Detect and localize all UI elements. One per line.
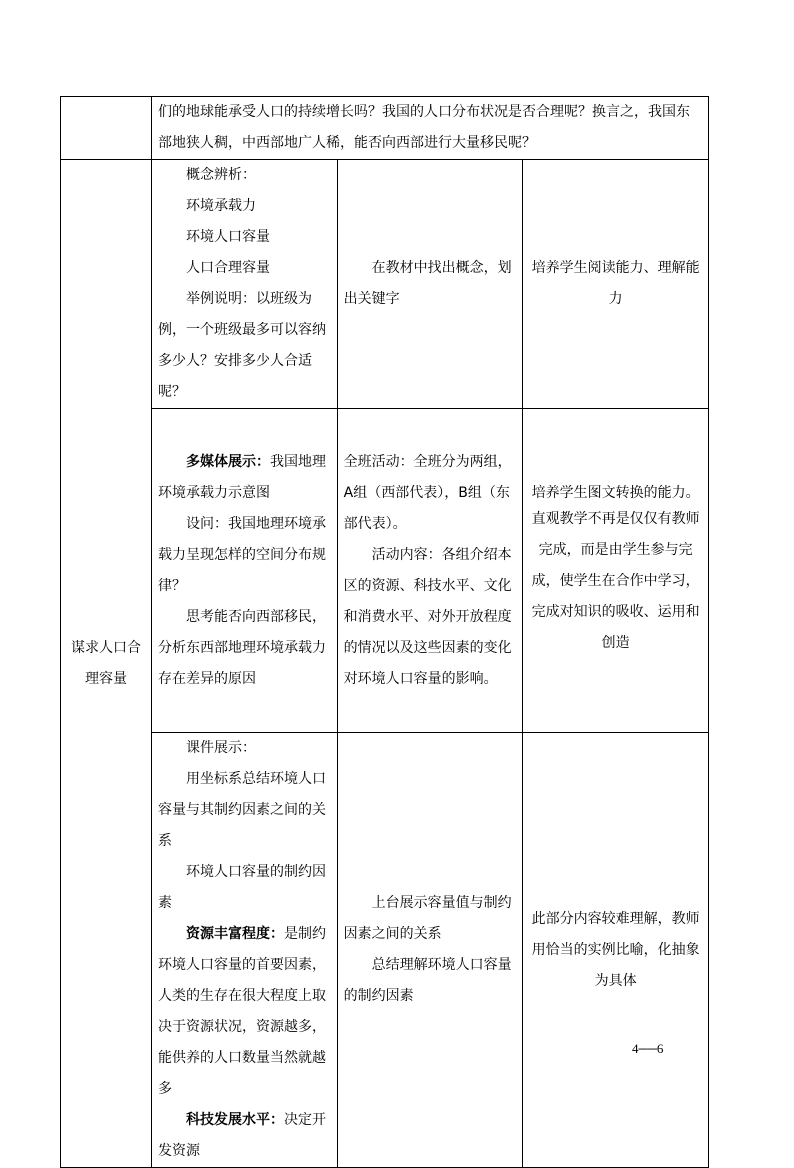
student-activity-cell xyxy=(337,409,523,733)
table-row xyxy=(61,733,709,1168)
teacher-line: 思考能否向西部移民，分析东西部地理环境承载力存在差异的原因 xyxy=(158,608,326,687)
student-text: 上台展示容量值与制约因素之间的关系 xyxy=(343,895,512,942)
teacher-line: 用坐标系总结环境人口容量与其制约因素之间的关系 xyxy=(158,771,326,849)
bold-label: 科技发展水平： xyxy=(186,1112,284,1128)
teacher-line: 概念辨析： xyxy=(186,167,256,183)
bold-label: 多媒体展示： xyxy=(186,453,270,470)
table-row xyxy=(61,409,709,733)
intent-text: 培养学生图文转换的能力。 xyxy=(531,485,700,501)
intent-cell xyxy=(523,160,709,409)
teacher-line: 环境人口容量 xyxy=(186,229,270,245)
teacher-line: 环境承载力 xyxy=(186,198,256,214)
teacher-activity-cell xyxy=(152,409,338,733)
teacher-line xyxy=(158,447,331,509)
page-number: 4──6 xyxy=(632,1041,664,1056)
table-row xyxy=(61,160,709,409)
bold-label: 资源丰富程度： xyxy=(186,926,284,942)
intent-text: 此部分内容较难理解，教师用恰当的实例比喻，化抽象为具体 xyxy=(531,910,700,989)
teacher-activity-cell xyxy=(152,733,338,1168)
intent-cell xyxy=(523,409,709,733)
intent-cell xyxy=(523,733,709,1168)
intent-text: 培养学生阅读能力、理解能力 xyxy=(531,260,700,307)
blank-cell xyxy=(61,97,152,160)
student-activity-cell xyxy=(337,733,523,1168)
teacher-line: 课件展示： xyxy=(186,740,256,756)
teacher-line: 环境人口容量的制约因素 xyxy=(158,864,326,911)
student-text: 在教材中找出概念，划出关键字 xyxy=(343,260,512,307)
teacher-activity-cell xyxy=(152,160,338,409)
teacher-line: 设问：我国地理环境承载力呈现怎样的空间分布规律？ xyxy=(158,515,326,594)
teacher-text: 我国地理环境承载力示意图 xyxy=(158,453,326,501)
intent-text: 直观教学不再是仅仅有教师完成，而是由学生参与完成，使学生在合作中学习，完成对知识的吸收、运用和创造 xyxy=(531,511,700,651)
intro-text: 们的地球能承受人口的持续增长吗？我国的人口分布状况是否合理呢？换言之，我国东部地狭人稠，中西部地广人稀，能否向西部进行大量移民呢？ xyxy=(158,104,690,151)
student-text: 活动内容：各组介绍本区的资源、科技水平、文化和消费水平、对外开放程度的情况以及这些因素的变化对环境人口容量的影响。 xyxy=(343,546,512,687)
student-text: 总结理解环境人口容量的制约因素 xyxy=(343,957,512,1004)
section-label: 谋求人口合理容量 xyxy=(71,639,141,687)
student-activity-cell xyxy=(337,160,523,409)
intro-cell xyxy=(152,97,709,160)
teacher-line: 举例说明：以班级为例，一个班级最多可以容纳多少人？安排多少人合适呢？ xyxy=(158,291,326,400)
teacher-line: 人口合理容量 xyxy=(186,260,270,276)
teacher-line xyxy=(158,1105,331,1167)
student-text: 全班活动：全班分为两组，A组（西部代表），B组（东部代表）。 xyxy=(343,453,512,532)
teacher-text: 决定开发资源 xyxy=(158,1112,326,1159)
lesson-plan-table xyxy=(60,96,709,1168)
table-row xyxy=(61,97,709,160)
teacher-text: 是制约环境人口容量的首要因素，人类的生存在很大程度上取决于资源状况，资源越多，能供养的人口数量当然就越多 xyxy=(158,926,326,1097)
teacher-line xyxy=(158,919,331,1105)
section-label-cell xyxy=(61,160,152,1168)
